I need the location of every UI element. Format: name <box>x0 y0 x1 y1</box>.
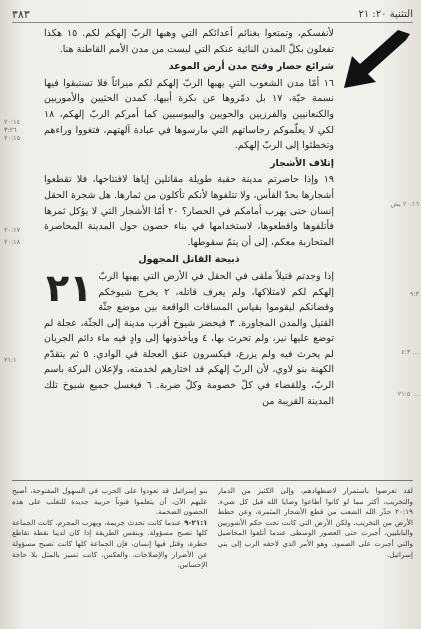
cross-reference: ٢٠:١٤ <box>4 118 21 126</box>
footnotes <box>12 486 413 626</box>
running-title: التثنية ٢٠: ٢١ <box>358 8 413 20</box>
section-heading: ذبيحة القاتل المجهول <box>138 254 240 266</box>
verse-paragraph: إذا وجدتم قتيلاً ملقى في الحقل في الأرض التي يهبها الربّ إلهكم لكم لامتلاكها، ولم يعرف قاتله، ٢ يخرج شيوخكم وقضاتكم ليقوموا بقياس المسافات الواقعة بين موضع جثّة القتيل والمدن المجاورة. ٣ فيحضر شيوخ أقرب مدينة إلى الجثّة، عجلة لم توضع عليها نير، ولم تحرث بها، ٤ ويأخذونها إلى وادٍ فيه ماء دائم الجريان لم يحرث فيه ولم يزرع، فيكسرون عنق العجلة في الوادي. ٥ ثم يتقدّم الكهنة بنو لاوي، لأن الربّ إلهكم قد اختارهم لخدمته، ولإعلان البركة باسم الربّ، وللقضاء في كلّ خصومة وكلّ ضربة. ٦ فيغسل جميع شيوخ تلك المدينة القريبة من <box>44 270 334 407</box>
footnote-text: لقد تعرضوا باستمرار لاضطهادهم، وإلى الكثير من الدمار والتخريب، أكثر مما لو كانوا أطاعوا وصايا الله قبل كل شيء. ٢٠:١٩ حذّر الله الشعب من قطع الأشجار المثمرة، وعن خطط الأرض من التخريب. ولكن الأرض التي كانت تحت حكم الأشوريين والبابليين، اُجبرت حتى العصور الوسطى عندما أتلفوا المحاصيل والتي أجبرت على الصمود. وهو الأمر الذي لاحقه الرب إلى بني إسرائيل. <box>217 486 413 559</box>
chapter-block <box>44 265 334 409</box>
right-margin-refs <box>377 90 419 470</box>
cross-reference: ٩:٣ <box>409 290 419 298</box>
verse-paragraph: لأنفسكم، وتمتعوا بغنائم أعدائكم التي وهبها الربّ إلهكم لكم. ١٥ هكذا تفعلون بكلّ المدن النائية عنكم التي ليست من مدن الأمم القاطنة هنا. <box>44 28 334 55</box>
footnote-column-right <box>218 486 414 626</box>
verse-paragraph: ١٦ أمّا مدن الشعوب التي يهبها الربّ إلهكم لكم ميراثاً فلا تستبقوا فيها نسمة حيّة، ١٧ بل دمّروها عن بكرة أبيها، كمدن الحثيين والأموريين والكنعانيين والفرزيين والحويين واليبوسيين كما أمركم الربّ إلهكم، ١٨ لكي لا يعلّموكم رجاساتهم التي مارسوها في عبادة آلهتهم، فتغووا وراءهم وتخطئوا إلى الربّ إلهكم. <box>44 77 334 152</box>
chapter-number: ٢١ <box>46 265 93 310</box>
footnote-reference: ٢١:١-٩ <box>184 517 208 527</box>
verse-paragraph: ١٩ وإذا حاصرتم مدينة حقبة طويلة مقاتلين إياها لافتتاحها، فلا تقطعوا أشجارها بحدّ الفأس، ولا تتلفوها لأنكم تأكلون من ثمارها. هل شجرة الحقل إنسان حتى يهرب أمامكم في الحصار؟ ٢٠ أمّا الأشجار التي لا يؤكل ثمرها فأتلفوها واقطعوها، لاستخدامها في بناء حصون حول المدينة المحاصرة المتحاربة معكم، إلى أن يتمّ سقوطها. <box>44 174 334 248</box>
main-text <box>44 26 334 474</box>
page-header <box>12 6 413 23</box>
section-heading: إتلاف الأشجار <box>270 157 334 169</box>
cross-reference: ٢١:١ <box>4 356 17 364</box>
cross-reference: ٢٠:١٦ يش <box>390 200 419 208</box>
cross-reference: ٣:٢٦ <box>4 126 17 134</box>
cross-reference: ٢٠:١٨ <box>4 238 21 246</box>
page-number: ٣٨٣ <box>12 7 30 21</box>
footnote-divider <box>12 480 413 481</box>
cross-reference: ٢١:٥ … <box>397 390 419 398</box>
footnote-text: بنو إسرائيل قد تعودوا على الحرب في السهول المفتوحة، أصبح عليهم الآن، أن يتعلموا فنوناً حربية جديدة للتغلب على هذه الحصون الضخمة. <box>12 486 208 517</box>
footnote-text: عندما كانت تحدث جريمة، ويهرب المجرم، كانت الجماعة كلها تصبح مسؤولة. وبنفس الطريقة إذا كان لدينا نقطة تقاطع خطرة، وقتل فيها إنسان، فإن الجماعة كلها كانت تصبح مسؤولة عن الأضرار والإصلاحات. والعكس، كانت تسير بالمثل بلا حاجة الإحساس. <box>12 517 208 570</box>
cross-reference: ٤:٣ … <box>401 348 419 356</box>
cross-reference-margin <box>4 26 42 474</box>
section-heading: شرائع حصار وفتح مدن أرض الموعد <box>168 61 334 73</box>
footnote-column-left <box>12 486 208 626</box>
arrow-pointer-icon <box>340 30 412 90</box>
cross-reference: ٢٠:١٧ <box>4 226 21 234</box>
cross-reference: ٢٠:١٥ <box>4 134 21 142</box>
